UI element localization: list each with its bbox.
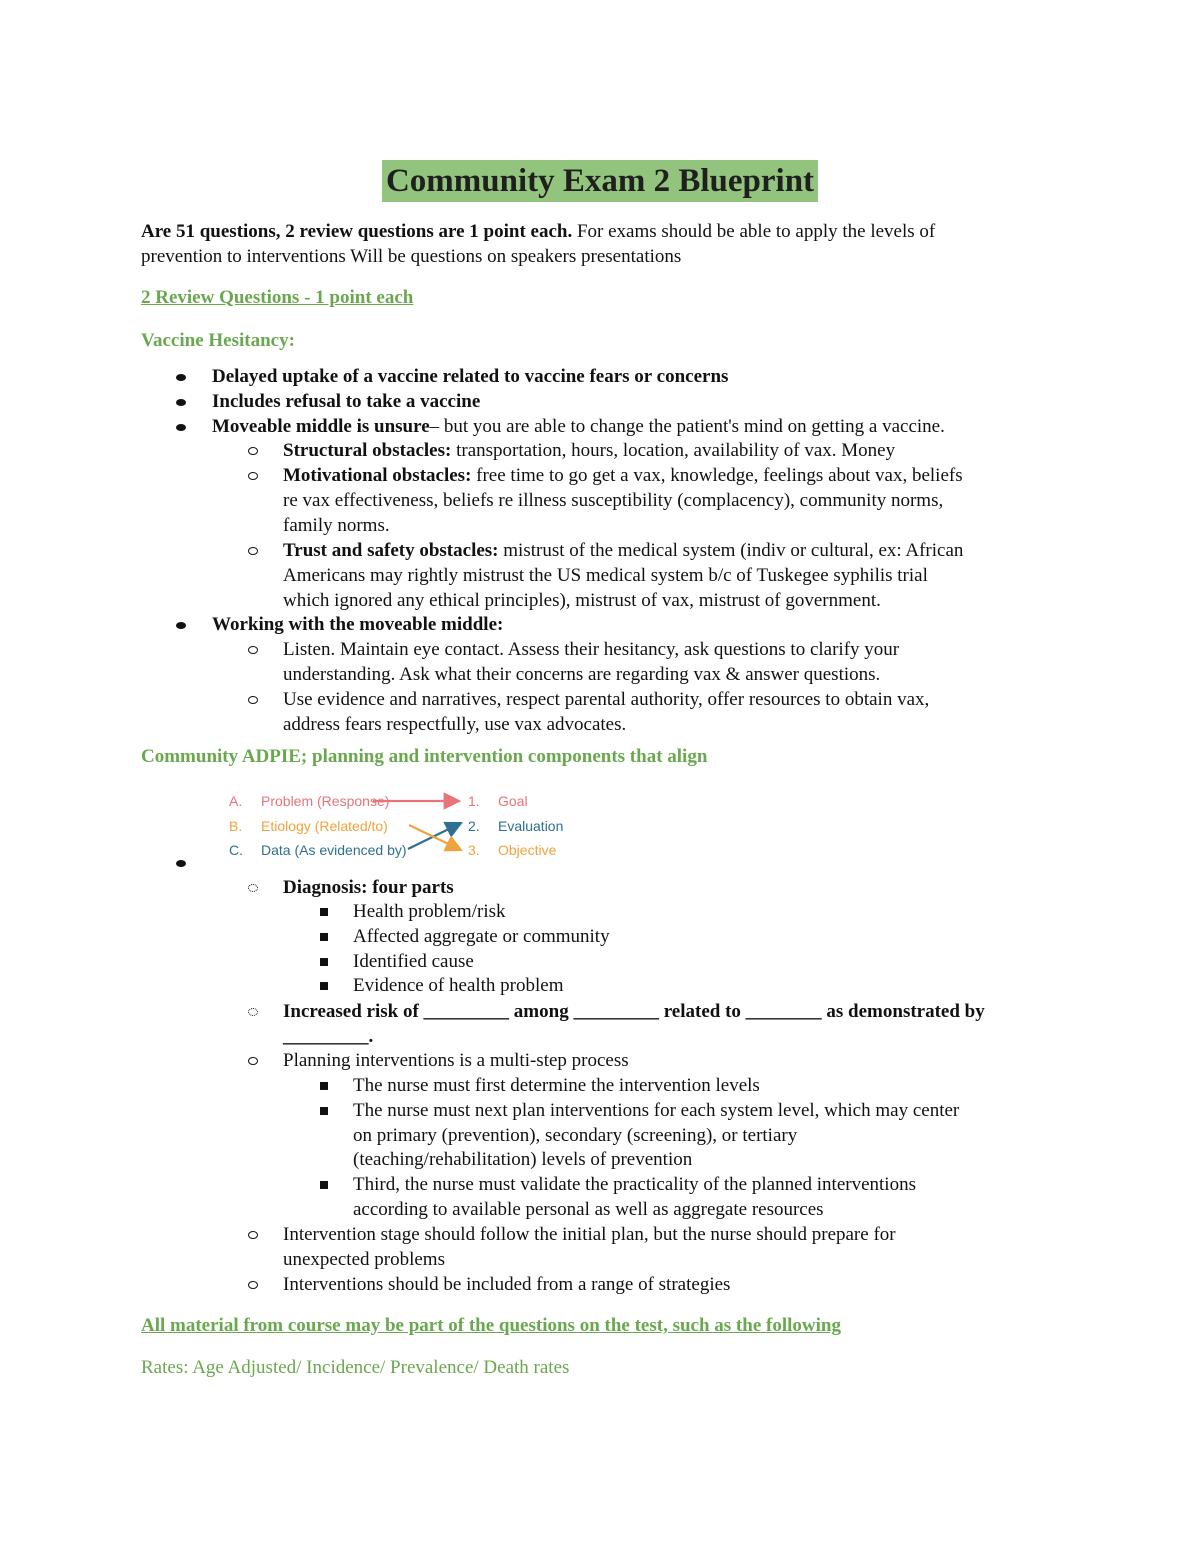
intro-text-2: prevention to interventions Will be questions on speakers presentations: [141, 246, 682, 267]
dotted-circle-bullet-icon: [248, 884, 258, 892]
intro-text-1: For exams should be able to apply the levels of: [572, 221, 936, 242]
square-bullet-icon: [320, 1107, 328, 1115]
circle-bullet-icon: [248, 447, 258, 455]
list-item: Structural obstacles: transportation, hours, location, availability of vax. Money: [283, 440, 896, 461]
list-item-continued: Americans may rightly mistrust the US medical system b/c of Tuskegee syphilis trial: [283, 565, 928, 586]
square-bullet-icon: [320, 908, 328, 916]
list-item: Moveable middle is unsure– but you are able to change the patient's mind on getting a vaccine.: [212, 416, 945, 437]
list-item: Listen. Maintain eye contact. Assess their hesitancy, ask questions to clarify your: [283, 639, 900, 660]
circle-bullet-icon: [248, 646, 258, 654]
diagram-right-label: Objective: [498, 842, 557, 858]
diagram-right-label: Goal: [498, 793, 528, 809]
diagram-right-letter: 3.: [468, 842, 480, 858]
list-item: Third, the nurse must validate the practicality of the planned interventions: [353, 1174, 916, 1195]
list-item-continued: unexpected problems: [283, 1249, 445, 1270]
adpie-alignment-diagram: [225, 788, 570, 860]
list-item: Use evidence and narratives, respect parental authority, offer resources to obtain vax,: [283, 689, 930, 710]
vaccine-heading: Vaccine Hesitancy:: [141, 330, 295, 351]
diagram-left-letter: B.: [229, 818, 243, 834]
list-item: The nurse must first determine the intervention levels: [353, 1075, 760, 1096]
diagram-right-label: Evaluation: [498, 818, 564, 834]
diagram-right-letter: 1.: [468, 793, 480, 809]
title-container: [0, 160, 1200, 202]
list-item: Trust and safety obstacles: mistrust of the medical system (indiv or cultural, ex: African: [283, 540, 964, 561]
document-title: Community Exam 2 Blueprint: [382, 160, 818, 202]
list-item: Health problem/risk: [353, 901, 506, 922]
list-item-continued: _________.: [283, 1026, 374, 1047]
list-item: Interventions should be included from a range of strategies: [283, 1274, 731, 1295]
circle-bullet-icon: [248, 696, 258, 704]
dotted-circle-bullet-icon: [248, 1008, 258, 1016]
list-item-continued: on primary (prevention), secondary (screening), or tertiary: [353, 1125, 798, 1146]
bullet-icon: [176, 374, 186, 381]
bullet-icon: [176, 424, 186, 431]
diagram-left-label: Problem (Response): [261, 793, 390, 809]
square-bullet-icon: [320, 933, 328, 941]
diagram-right-letter: 2.: [468, 818, 480, 834]
list-item-continued: family norms.: [283, 515, 390, 536]
bullet-icon: [176, 399, 186, 406]
review-heading: 2 Review Questions - 1 point each: [141, 287, 414, 308]
adpie-heading: Community ADPIE; planning and intervention components that align: [141, 746, 708, 767]
circle-bullet-icon: [248, 547, 258, 555]
square-bullet-icon: [320, 958, 328, 966]
bullet-icon: [176, 860, 186, 867]
all-material-heading: All material from course may be part of the questions on the test, such as the following: [141, 1315, 841, 1336]
square-bullet-icon: [320, 982, 328, 990]
square-bullet-icon: [320, 1082, 328, 1090]
list-item: Diagnosis: four parts: [283, 877, 454, 898]
diagram-left-label: Data (As evidenced by): [261, 842, 407, 858]
circle-bullet-icon: [248, 472, 258, 480]
list-item: Identified cause: [353, 951, 474, 972]
square-bullet-icon: [320, 1181, 328, 1189]
list-item: Includes refusal to take a vaccine: [212, 391, 481, 412]
list-item-continued: (teaching/rehabilitation) levels of prevention: [353, 1149, 693, 1170]
list-item: Planning interventions is a multi-step process: [283, 1050, 629, 1071]
circle-bullet-icon: [248, 1057, 258, 1065]
diagram-left-label: Etiology (Related/to): [261, 818, 388, 834]
intro-bold: Are 51 questions, 2 review questions are 1 point each.: [141, 221, 573, 242]
diagram-left-letter: A.: [229, 793, 243, 809]
diagram-left-letter: C.: [229, 842, 243, 858]
list-item: Increased risk of _________ among _________ related to ________ as demonstrated by: [283, 1001, 985, 1022]
list-item: Motivational obstacles: free time to go get a vax, knowledge, feelings about vax, beliefs: [283, 465, 963, 486]
list-item-continued: re vax effectiveness, beliefs re illness susceptibility (complacency), community norms,: [283, 490, 944, 511]
list-item: Intervention stage should follow the initial plan, but the nurse should prepare for: [283, 1224, 896, 1245]
list-item: Affected aggregate or community: [353, 926, 610, 947]
list-item-continued: according to available personal as well as aggregate resources: [353, 1199, 824, 1220]
arrow-etiology-objective: [409, 825, 461, 850]
list-item-continued: which ignored any ethical principles), mistrust of vax, mistrust of government.: [283, 590, 881, 611]
list-item: Evidence of health problem: [353, 975, 564, 996]
list-item-continued: address fears respectfully, use vax advocates.: [283, 714, 627, 735]
circle-bullet-icon: [248, 1281, 258, 1289]
list-item-continued: understanding. Ask what their concerns are regarding vax & answer questions.: [283, 664, 881, 685]
rates-line: Rates: Age Adjusted/ Incidence/ Prevalence/ Death rates: [141, 1357, 570, 1378]
circle-bullet-icon: [248, 1231, 258, 1239]
list-item: The nurse must next plan interventions for each system level, which may center: [353, 1100, 960, 1121]
list-item: Working with the moveable middle:: [212, 614, 504, 635]
list-item: Delayed uptake of a vaccine related to vaccine fears or concerns: [212, 366, 729, 387]
bullet-icon: [176, 622, 186, 629]
intro-paragraph: [141, 219, 1061, 269]
